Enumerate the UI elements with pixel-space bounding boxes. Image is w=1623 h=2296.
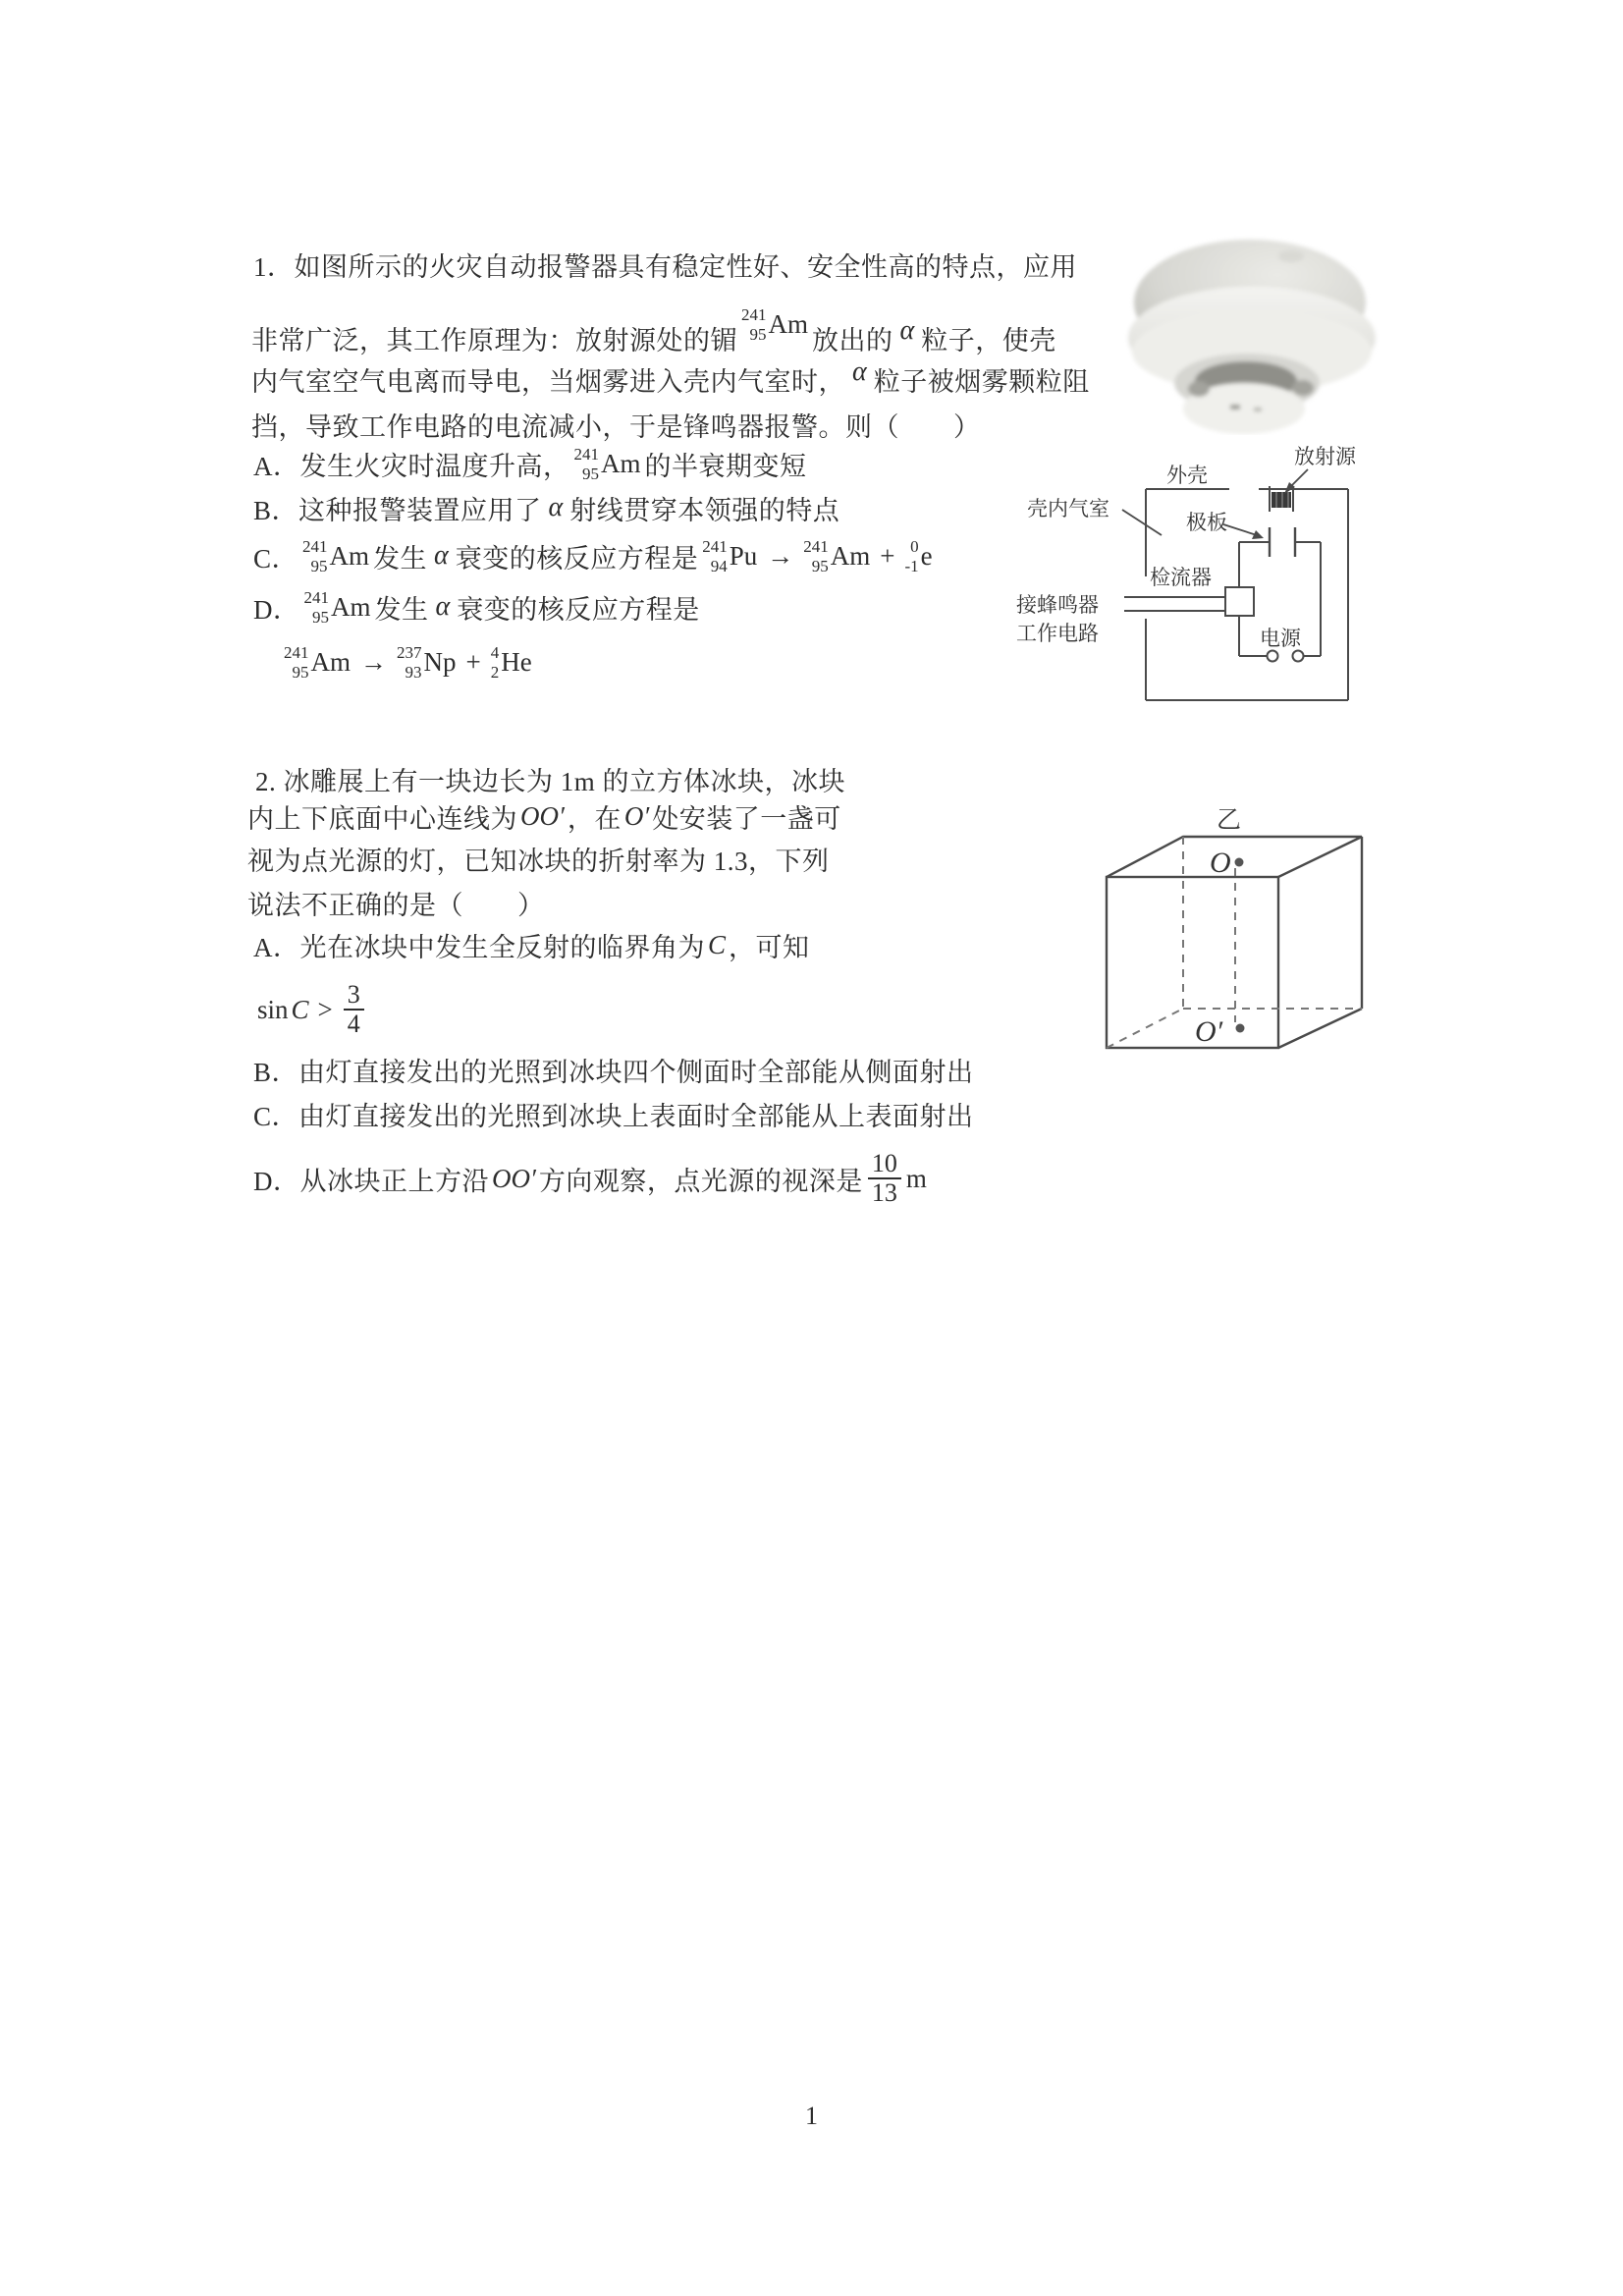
q1-option-d-text-1: 发生 [374, 594, 429, 625]
isotope-pu-241-stack [702, 538, 728, 574]
oo-prime-axis-label: OO′ [492, 1163, 536, 1193]
q2-stem-line-3-text: 视为点光源的灯，已知冰块的折射率为 1.3，下列 [247, 846, 830, 876]
isotope-mass-number: 241 [302, 536, 328, 556]
smoke-detector-photo [1105, 214, 1399, 435]
q1-stem-line-3 [251, 356, 1090, 402]
q2-stem-line-1-text: 2. 冰雕展上有一块边长为 1m 的立方体冰块，冰块 [255, 766, 846, 796]
isotope-mass-number: 241 [573, 444, 599, 464]
isotope-am-241-stack [741, 306, 767, 343]
beta-particle-stack [904, 538, 918, 574]
q1-option-b-text-1: B．这种报警装置应用了 [253, 495, 542, 525]
q2-stem-line-4 [247, 880, 545, 925]
ionization-plates [1270, 527, 1295, 557]
isotope-am-241-stack [803, 538, 829, 574]
q2-stem-line-4-text: 说法不正确的是（ ） [247, 890, 545, 920]
alpha-particle-he [491, 644, 532, 681]
fraction-three-quarters [344, 981, 364, 1038]
isotope-mass-number: 241 [303, 587, 329, 607]
label-radioactive-source: 放射源 [1294, 445, 1356, 468]
label-plates: 极板 [1186, 511, 1227, 534]
fraction-numerator: 3 [344, 981, 364, 1011]
q2-option-d-text-1: D．从冰块正上方沿 [253, 1166, 489, 1196]
detector-side-tab-right [1292, 380, 1314, 396]
point-o-dot [1235, 858, 1244, 867]
isotope-atomic-number: 95 [811, 556, 829, 575]
q2-option-b-text: B．由灯直接发出的光照到冰块四个侧面时全部能从侧面射出 [253, 1057, 974, 1087]
q1-option-b [253, 485, 839, 530]
q1-option-c [253, 533, 937, 578]
isotope-am-241-stack [574, 446, 600, 482]
isotope-mass-number: 241 [741, 304, 767, 324]
isotope-atomic-number: 95 [292, 662, 309, 682]
q1-stem-line-1-text: 1．如图所示的火灾自动报警器具有稳定性好、安全性高的特点，应用 [253, 251, 1077, 282]
alpha-symbol: α [899, 315, 915, 346]
isotope-pu-241 [702, 538, 757, 574]
plus-sign: + [465, 646, 481, 677]
q1-option-c-text-1: 发生 [373, 543, 428, 574]
q2-stem-line-2-text-b: ，在 [567, 803, 622, 834]
q2-option-a-text-1: A．光在冰块中发生全反射的临界角为 [253, 932, 705, 962]
fraction-denominator: 4 [347, 1010, 360, 1038]
q1-option-c-text-2: 衰变的核反应方程是 [455, 543, 699, 574]
q1-stem-line-2-text-b: 放出的 [812, 325, 893, 355]
isotope-atomic-number: 93 [405, 662, 422, 682]
beta-particle [904, 538, 932, 574]
q2-stem-line-2 [247, 793, 841, 839]
q1-stem-line-2-text-a: 非常广泛，其工作原理为：放射源处的镅 [251, 325, 737, 355]
q2-option-a-inequality [257, 970, 369, 1049]
q1-option-a [253, 441, 807, 486]
buzzer-wires [1124, 597, 1225, 611]
q2-stem-line-3 [247, 836, 830, 881]
isotope-am-241-stack [284, 644, 309, 681]
figure-label: 乙 [1217, 807, 1242, 834]
meter-unit: m [905, 1163, 927, 1193]
q2-option-c-text: C．由灯直接发出的光照到冰块上表面时全部能从上表面射出 [253, 1101, 974, 1131]
q1-stem-line-3-text-a: 内气室空气电离而导电，当烟雾进入壳内气室时， [251, 366, 845, 397]
critical-angle-symbol: C [708, 929, 727, 959]
q1-stem-line-3-text-b: 粒子被烟雾颗粒阻 [873, 366, 1090, 397]
isotope-atomic-number: 95 [582, 464, 599, 483]
q2-stem-line-2-text-a: 内上下底面中心连线为 [247, 803, 517, 834]
plus-sign: + [880, 540, 895, 571]
greater-than-sign: > [317, 994, 333, 1024]
page-number: 1 [805, 2102, 818, 2130]
detector-side-tab-left [1188, 381, 1210, 397]
q2-stem-line-2-text-c: 处安装了一盏可 [652, 803, 841, 834]
isotope-atomic-number: 94 [710, 556, 728, 575]
alpha-symbol: α [434, 540, 449, 571]
q2-option-d-text-2: 方向观察，点光源的视深是 [538, 1166, 863, 1196]
critical-angle-symbol: C [291, 994, 309, 1024]
isotope-symbol: Np [423, 646, 457, 677]
isotope-symbol: Pu [729, 540, 758, 571]
fraction-numerator: 10 [868, 1150, 901, 1179]
q2-option-c [253, 1091, 974, 1136]
q1-option-c-label: C． [253, 543, 299, 574]
label-outer-shell: 外壳 [1166, 464, 1208, 487]
isotope-mass-number: 241 [702, 536, 728, 556]
power-terminals [1268, 651, 1304, 662]
q1-stem-line-1 [253, 242, 1077, 287]
cube-diagram [1080, 786, 1384, 1080]
label-galvanometer: 检流器 [1150, 566, 1212, 589]
isotope-mass-number: 241 [284, 642, 309, 662]
isotope-am-241-stack [304, 589, 330, 626]
isotope-mass-number: 0 [910, 536, 919, 556]
q2-option-b [253, 1047, 974, 1092]
isotope-atomic-number: -1 [904, 556, 919, 575]
point-o-prime-label: O′ [1195, 1015, 1223, 1048]
sin-function: sin [257, 994, 289, 1024]
isotope-am-241 [284, 644, 351, 681]
detector-led-hole [1278, 250, 1304, 262]
isotope-am-241 [741, 306, 808, 343]
alpha-particle-he-stack [491, 644, 500, 681]
isotope-symbol: Am [601, 448, 641, 478]
fraction-ten-thirteenths [868, 1150, 901, 1207]
q1-stem-line-2-text-c: 粒子，使壳 [921, 325, 1056, 355]
circuit-diagram [1011, 437, 1404, 722]
isotope-np-237 [397, 644, 457, 681]
isotope-symbol: e [920, 540, 933, 571]
isotope-atomic-number: 2 [490, 662, 500, 682]
isotope-am-241 [304, 589, 371, 626]
isotope-np-237-stack [397, 644, 422, 681]
q1-option-d [253, 584, 700, 629]
isotope-symbol: Am [329, 540, 370, 571]
smoke-detector-body [1128, 240, 1376, 434]
label-inner-chamber: 壳内气室 [1027, 497, 1109, 520]
alpha-symbol: α [852, 356, 867, 387]
label-power: 电源 [1260, 627, 1301, 650]
q1-option-d-equation [280, 639, 536, 684]
q2-option-a [253, 922, 810, 967]
detector-base-mark [1230, 405, 1240, 410]
q1-stem-line-2 [251, 304, 1056, 360]
fraction-denominator: 13 [871, 1178, 897, 1207]
q2-option-a-text-2: ，可知 [729, 932, 810, 962]
q1-option-d-label: D． [253, 594, 300, 625]
alpha-symbol: α [435, 591, 451, 622]
q1-option-d-text-2: 衰变的核反应方程是 [457, 594, 700, 625]
point-o-prime-dot [1236, 1024, 1245, 1033]
isotope-mass-number: 4 [490, 642, 500, 662]
q1-option-a-text-2: 的半衰期变短 [644, 451, 807, 481]
isotope-atomic-number: 95 [749, 324, 767, 344]
isotope-symbol: He [501, 646, 532, 677]
isotope-am-241 [302, 538, 369, 574]
isotope-am-241 [574, 446, 641, 482]
isotope-am-241-stack [302, 538, 328, 574]
q1-option-a-text-1: A．发生火灾时温度升高， [253, 451, 570, 481]
isotope-mass-number: 237 [397, 642, 422, 662]
isotope-symbol: Am [768, 308, 808, 339]
reaction-arrow: → [360, 646, 387, 677]
detector-base-mark [1254, 408, 1262, 411]
label-buzzer-line-2: 工作电路 [1016, 622, 1099, 645]
isotope-atomic-number: 95 [312, 607, 329, 627]
isotope-symbol: Am [331, 591, 371, 622]
galvanometer-box [1225, 587, 1254, 616]
o-prime-point-label: O′ [623, 800, 650, 831]
q1-stem-line-4-text: 挡，导致工作电路的电流减小，于是锋鸣器报警。则（ ） [251, 411, 981, 442]
q2-option-d [253, 1144, 927, 1213]
isotope-mass-number: 241 [803, 536, 829, 556]
alpha-symbol: α [548, 492, 564, 522]
q1-option-b-text-2: 射线贯穿本领强的特点 [569, 495, 840, 525]
cube-front-face [1107, 877, 1278, 1048]
isotope-symbol: Am [310, 646, 351, 677]
isotope-atomic-number: 95 [310, 556, 328, 575]
oo-prime-axis-label: OO′ [520, 800, 565, 831]
label-buzzer-line-1: 接蜂鸣器 [1016, 593, 1099, 617]
reaction-arrow: → [767, 540, 794, 571]
isotope-am-241 [803, 538, 870, 574]
point-o-label: O [1210, 847, 1231, 879]
isotope-symbol: Am [830, 540, 871, 571]
